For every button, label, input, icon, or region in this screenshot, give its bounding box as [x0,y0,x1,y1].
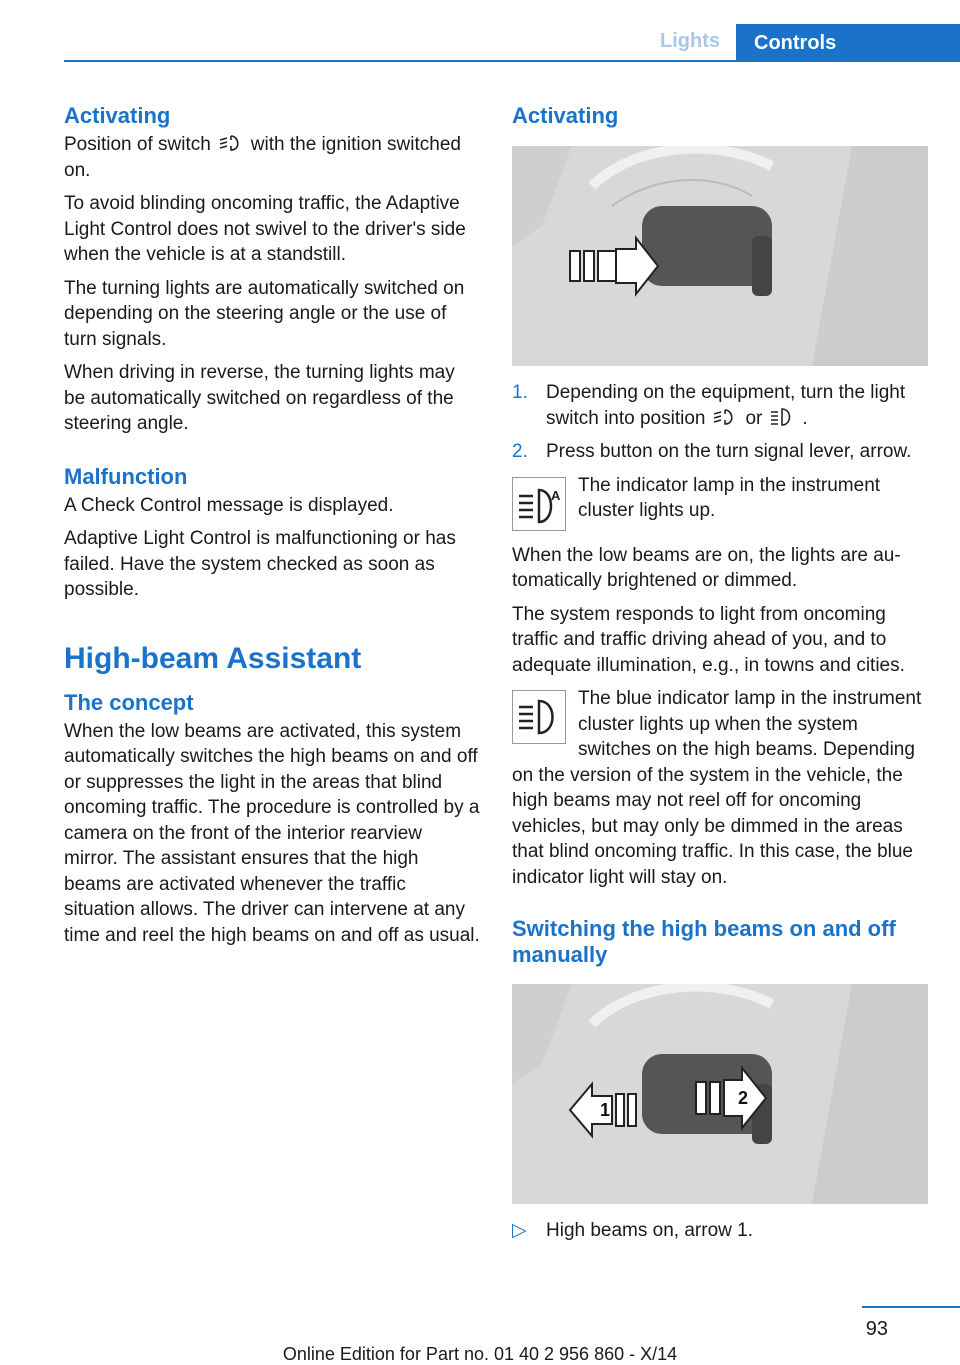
concept-heading: The concept [64,689,194,715]
bullet-high-beams-on [512,1218,928,1244]
edition-text: Online Edition for Part no. 01 40 2 956 860 - X/14 [282,1344,678,1364]
system-responds-paragraph: The system responds to light from oncoming traffic and traffic driving ahead of you, and to adequate illumination, e.g., in towns and cities. [512,603,905,676]
tab-lights[interactable]: Lights [660,30,720,52]
indicator-lamp-note-2 [512,686,928,890]
bullet-text: High beams on, arrow 1. [546,1220,753,1241]
low-beam-icon [768,406,796,428]
bullet-marker: ▷ [512,1220,527,1241]
step-1 [512,380,928,431]
step-2-number: 2. [512,441,528,462]
step-1-text-or: or [745,407,763,429]
step-1-number: 1. [512,382,528,403]
lever-press-illustration [512,146,928,366]
step-2-text: Press button on the turn signal lever, arrow. [546,441,912,462]
lamp-1-text: The indicator lamp in the instrument cluster lights up. [578,474,881,521]
turn-signal-lever-figure-1 [512,146,928,366]
arrow-1-label: 1 [600,1100,611,1120]
activating-paragraph-1 [64,132,480,183]
tab-controls[interactable]: Controls [736,24,960,62]
indicator-lamp-note-1 [512,473,928,535]
footer-divider [862,1306,960,1308]
page-number: 93 [865,1318,888,1340]
low-beams-paragraph: When the low beams are on, the lights are automatically brightened or dimmed. [512,544,901,591]
svg-text:A: A [551,487,561,503]
manual-switching-heading: Switching the high beams on and off manually [512,916,896,967]
high-beam-lamp-icon [512,690,566,744]
step-1-text [546,380,928,431]
malfunction-heading: Malfunction [64,463,188,489]
lever-arrows-illustration [512,984,928,1204]
step-2 [512,439,928,465]
step-1-text-a: Depending on the equipment, turn the light switch into position [546,382,906,429]
right-column [512,100,928,1252]
malfunction-paragraph-2: Adaptive Light Control is malfunctioning or has failed. Have the system checked as soon as possible. [64,528,456,600]
adaptive-light-switch-icon [217,132,245,154]
high-beam-assistant-heading: High-beam Assistant [64,641,362,675]
arrow-2-label: 2 [738,1088,749,1108]
concept-paragraph: When the low beams are activated, this system automatically switches the high beams on and off or suppresses the light in the areas that blind oncoming traffic. The procedure is controlled by a camera on the front of the interior rearview mirror. The assistant ensures that the high beams are activated whenever the traffic situation allows. The driver can intervene at any time and reel the high beams on and off as usual. [64,720,480,946]
lamp-2-text: The blue indicator lamp in the instrument cluster lights up when the system switches on the high beams. Depending on the version of the system in the vehicle, the high beams may not reel off for oncoming vehicles, but may only be dimmed in the areas that blind oncoming traffic. In this case, the blue indicator light will stay on. [512,688,922,888]
activating-paragraph-2: To avoid blinding oncoming traffic, the Adaptive Light Control does not swivel to the driver's side when the vehicle is at a standstill. [64,193,466,265]
activating-heading: Activating [64,103,171,128]
auto-high-beam-lamp-icon [512,477,566,531]
step-1-text-end: . [802,407,808,429]
act-p1-text-b: with the ignition switched on. [64,134,461,181]
act-p1-text-a: Position of switch [64,134,211,155]
header-divider [64,60,960,62]
activating-paragraph-3: The turning lights are automatically switched on depending on the steering angle or the use of turn signals. [64,277,465,350]
page-header [0,0,960,62]
malfunction-paragraph-1: A Check Control message is displayed. [64,494,394,516]
activating-paragraph-4: When driving in reverse, the turning lights may be automatically switched on regardless of the steering angle. [64,362,455,434]
adaptive-light-switch-icon [711,406,739,428]
left-column [64,100,480,956]
activating-heading-right: Activating [512,103,619,128]
turn-signal-lever-figure-2 [512,984,928,1204]
